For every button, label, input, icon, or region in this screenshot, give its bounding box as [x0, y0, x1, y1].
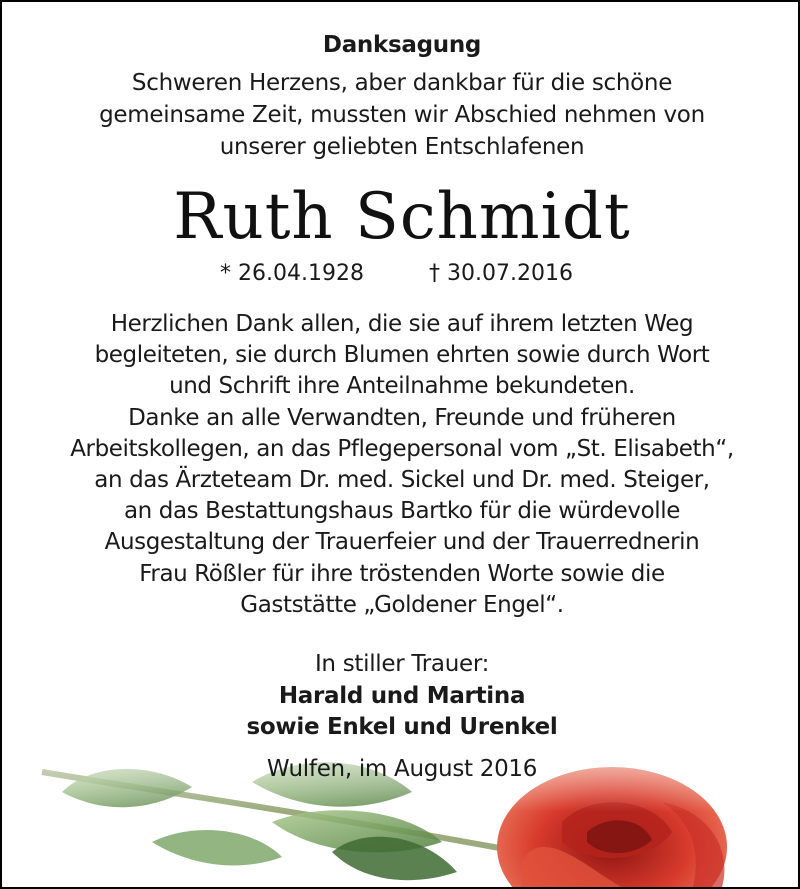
deceased-name: Ruth Schmidt — [173, 180, 631, 254]
thanks-line: Arbeitskollegen, an das Pflegepersonal vom „St. Elisabeth“, — [70, 435, 734, 462]
thanks-line: begleiteten, sie durch Blumen ehrten sowie durch Wort — [94, 342, 710, 369]
thanks-line: Danke an alle Verwandten, Freunde und früheren — [128, 404, 676, 431]
mourner-line: sowie Enkel und Urenkel — [246, 714, 558, 740]
intro-line: Schweren Herzens, aber dankbar für die schöne — [131, 70, 673, 96]
thanks-line: an das Ärzteteam Dr. med. Sickel und Dr. med. Steiger, — [94, 467, 710, 494]
intro-line: unserer geliebten Entschlafenen — [219, 134, 585, 160]
notice-heading: Danksagung — [322, 32, 482, 58]
leaf — [152, 830, 282, 865]
birth-date: * 26.04.1928 — [220, 261, 364, 286]
mourning-label: In stiller Trauer: — [314, 651, 490, 677]
thanks-line: Gaststätte „Goldener Engel“. — [240, 591, 564, 618]
thanks-text — [2, 309, 800, 621]
leaf — [332, 837, 457, 880]
thanks-line: Frau Rößler für ihre tröstenden Worte sowie die — [139, 560, 665, 587]
mourners — [2, 681, 800, 743]
intro-text — [2, 67, 800, 163]
place-date: Wulfen, im August 2016 — [266, 756, 538, 782]
intro-line: gemeinsame Zeit, mussten wir Abschied nehmen von — [99, 102, 705, 128]
thanks-line: Ausgestaltung der Trauerfeier und der Trauerrednerin — [104, 529, 700, 556]
thanks-line: und Schrift ihre Anteilnahme bekundeten. — [169, 373, 635, 400]
thanks-line: Herzlichen Dank allen, die sie auf ihrem letzten Weg — [110, 311, 694, 337]
thanks-line: an das Bestattungshaus Bartko für die würdevolle — [123, 498, 681, 525]
mourner-line: Harald und Martina — [278, 683, 526, 709]
death-date: † 30.07.2016 — [429, 261, 573, 286]
